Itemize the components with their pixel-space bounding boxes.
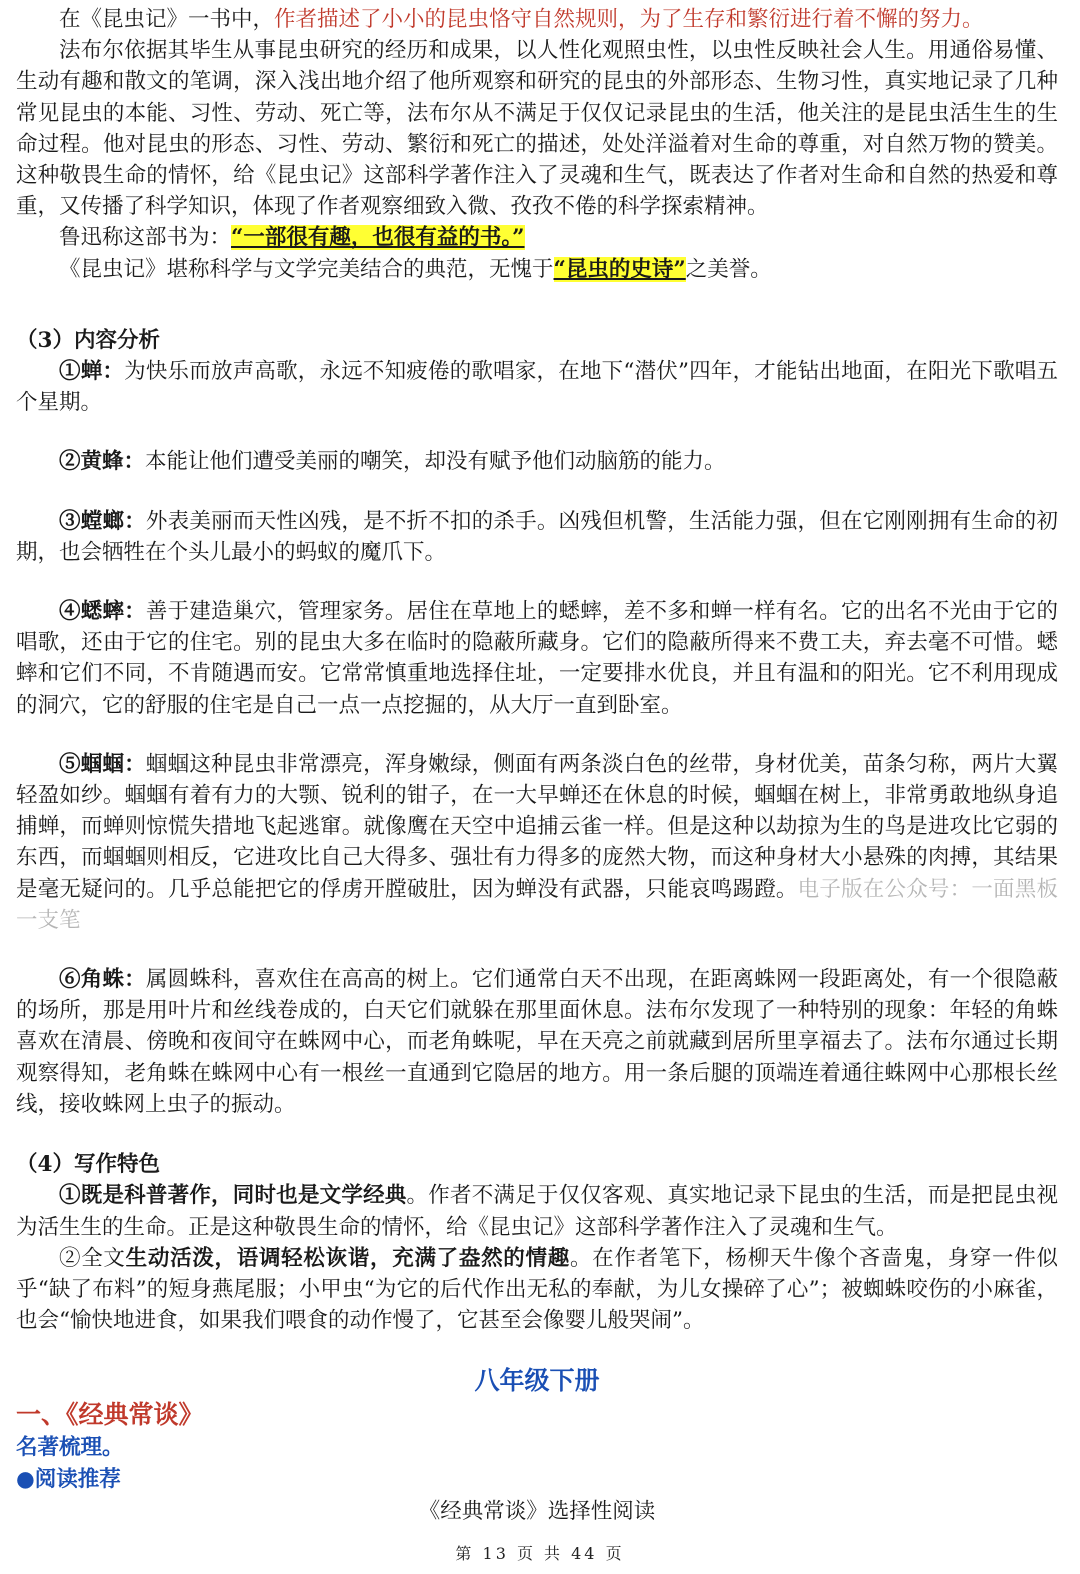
insect-item-mantis — [16, 506, 1058, 568]
document-page — [16, 4, 1058, 1528]
insect-text: 善于建造巢穴，管理家务。居住在草地上的蟋蟀，差不多和蝉一样有名。它的出名不光由于它的唱歌，还由于它的住宅。别的昆虫大多在临时的隐蔽所藏身。它们的隐蔽所得来不费工夫，弃去毫不可惜。蟋蟀和它们不同，不肯随遇而安。它常常慎重地选择住址，一定要排水优良，并且有温和的阳光。它不利用现成的洞穴，它的舒服的住宅是自己一点一点挖掘的，从大厅一直到卧室。 — [16, 599, 1058, 718]
watermark-text: 电子版在公众号：一面黑板一支笔 — [16, 876, 1058, 933]
feature-2-text: 。在作者笔下，杨柳天牛像个吝啬鬼，身穿一件似乎“缺了布料”的短身燕尾服；小甲虫“为它的后代作出无私的奉献，为儿女操碎了心”；被蜘蛛咬伤的小麻雀，也会“愉快地进食，如果我们喂食的动作慢了，它甚至会像婴儿般哭闹”。 — [16, 1245, 1058, 1334]
feature-2 — [16, 1243, 1058, 1337]
grade-title: 八年级下册 — [474, 1366, 600, 1396]
insect-label: ③螳螂： — [59, 508, 146, 534]
insect-item-spider — [16, 964, 1058, 1120]
page-number-footer: 第 13 页 共 44 页 — [455, 1544, 625, 1563]
epic-prefix: 《昆虫记》堪称科学与文学完美结合的典范，无愧于 — [59, 256, 554, 282]
writing-features-heading: （4）写作特色 — [16, 1152, 160, 1178]
insect-item-cicada — [16, 356, 1058, 418]
insect-text: 外表美丽而天性凶残，是不折不扣的杀手。凶残但机警，生活能力强，但在它刚刚拥有生命的初期，也会牺牲在个头儿最小的蚂蚁的魔爪下。 — [16, 508, 1058, 565]
insect-label: ⑥角蛛： — [59, 967, 146, 993]
classic-title: 一、《经典常谈》 — [16, 1400, 204, 1430]
lu-xun-quote: “一部很有趣，也很有益的书。” — [231, 225, 525, 251]
insect-item-wasp — [16, 446, 1058, 477]
insect-label: ②黄蜂： — [59, 449, 146, 475]
epic-highlight: “昆虫的史诗” — [553, 256, 686, 282]
insect-item-cricket — [16, 596, 1058, 721]
feature-1 — [16, 1180, 1058, 1242]
content-analysis-heading: （3）内容分析 — [16, 327, 160, 353]
selective-reading-title: 《经典常谈》选择性阅读 — [418, 1499, 656, 1525]
intro-paragraph-4 — [16, 254, 1058, 285]
sorting-label: 名著梳理。 — [16, 1435, 124, 1461]
insect-text: 属圆蛛科，喜欢住在高高的树上。它们通常白天不出现，在距离蛛网一段距离处，有一个很隐蔽的场所，那是用叶片和丝线卷成的，白天它们就躲在那里面休息。法布尔发现了一种特别的现象：年轻的角蛛喜欢在清晨、傍晚和夜间守在蛛网中心，而老角蛛呢，早在天亮之前就藏到居所里享福去了。法布尔通过长期观察得知，老角蛛在蛛网中心有一根丝一直通到它隐居的地方。用一条后腿的顶端连着通往蛛网中心那根长丝线，接收蛛网上虫子的振动。 — [16, 967, 1058, 1117]
insect-text: 蝈蝈这种昆虫非常漂亮，浑身嫩绿，侧面有两条淡白色的丝带，身材优美，苗条匀称，两片大翼轻盈如纱。蝈蝈有着有力的大颚、锐利的钳子，在一大早蝉还在休息的时候，蝈蝈在树上，非常勇敢地纵身追捕蝉，而蝉则惊慌失措地飞起逃窜。就像鹰在天空中追捕云雀一样。但是这种以劫掠为生的鸟是进攻比它弱的东西，而蝈蝈则相反，它进攻比自己大得多、强壮有力得多的庞然大物，而这种身材大小悬殊的肉搏，其结果是毫无疑问的。几乎总能把它的俘虏开膛破肚，因为蝉没有武器，只能哀鸣踢蹬。 — [16, 751, 1058, 902]
epic-suffix: 之美誉。 — [685, 256, 772, 282]
feature-1-bold: ①既是科普著作，同时也是文学经典 — [59, 1183, 407, 1209]
feature-2-prefix: ②全文 — [59, 1245, 126, 1271]
feature-1-text: 。作者不满足于仅仅客观、真实地记录下昆虫的生活，而是把昆虫视为活生生的生命。正是这种敬畏生命的情怀，给《昆虫记》这部科学著作注入了灵魂和生气。 — [16, 1183, 1058, 1240]
intro-paragraph-2: 法布尔依据其毕生从事昆虫研究的经历和成果，以人性化观照虫性，以虫性反映社会人生。用通俗易懂、生动有趣和散文的笔调，深入浅出地介绍了他所观察和研究的昆虫的外部形态、生物习性，真实地记录了几种常见昆虫的本能、习性、劳动、死亡等，法布尔从不满足于仅仅记录昆虫的生活，他关注的是昆虫活生生的生命过程。他对昆虫的形态、习性、劳动、繁衍和死亡的描述，处处洋溢着对生命的尊重，对自然万物的赞美。这种敬畏生命的情怀，给《昆虫记》这部科学著作注入了灵魂和生气，既表达了作者对生命和自然的热爱和尊重，又传播了科学知识，体现了作者观察细致入微、孜孜不倦的科学探索精神。 — [16, 38, 1058, 220]
feature-2-bold: 生动活泼，语调轻松诙谐，充满了盎然的情趣 — [125, 1245, 570, 1271]
insect-label: ⑤蝈蝈： — [59, 751, 146, 777]
lu-xun-prefix: 鲁迅称这部书为： — [59, 225, 232, 251]
intro-paragraph-1 — [16, 4, 1058, 35]
reading-recommend-bullet: ●阅读推荐 — [16, 1467, 121, 1493]
intro-p1-red-text: 作者描述了小小的昆虫恪守自然规则，为了生存和繁衍进行着不懈的努力。 — [274, 7, 984, 32]
intro-paragraph-3 — [16, 222, 1058, 253]
insect-label: ④蟋蟀： — [59, 599, 146, 625]
insect-text: 为快乐而放声高歌，永远不知疲倦的歌唱家，在地下“潜伏”四年，才能钻出地面，在阳光下歌唱五个星期。 — [16, 359, 1058, 416]
intro-p1-prefix: 在《昆虫记》一书中， — [59, 7, 275, 32]
insect-label: ①蝉： — [59, 359, 125, 385]
insect-item-katydid — [16, 749, 1058, 936]
insect-text: 本能让他们遭受美丽的嘲笑，却没有赋予他们动脑筋的能力。 — [145, 449, 726, 475]
